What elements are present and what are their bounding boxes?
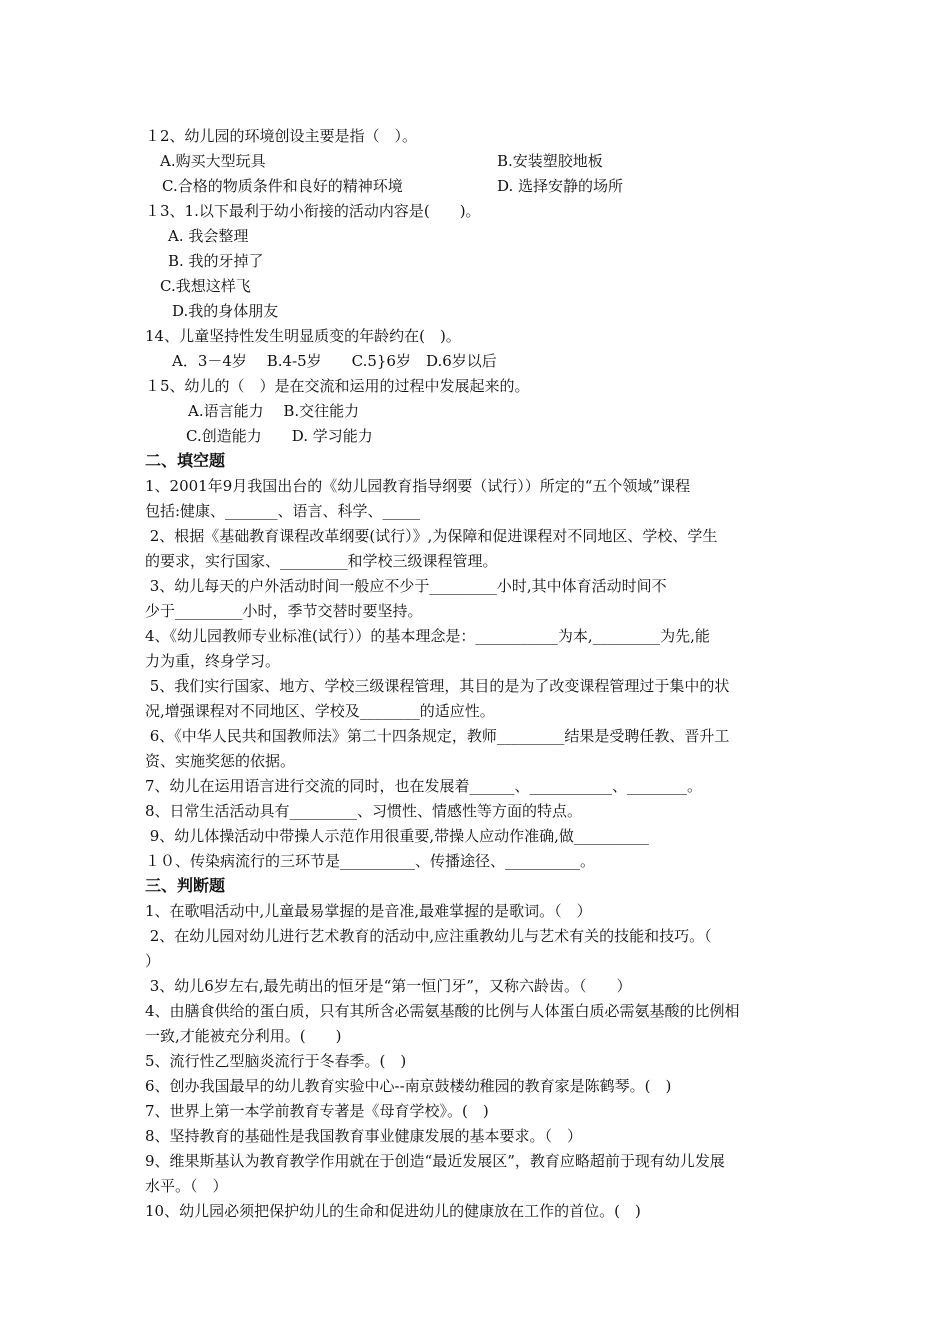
fill-line: 2、根据《基础教育课程改革纲要(试行）》,为保障和促进课程对不同地区、学校、学生 <box>145 527 718 545</box>
fill-line: 况,增强课程对不同地区、学校及________的适应性。 <box>145 702 495 720</box>
question-15-stem: １5、幼儿的（ ）是在交流和运用的过程中发展起来的。 <box>145 377 530 395</box>
question-13-option-b: B. 我的牙掉了 <box>168 252 264 270</box>
question-12-stem: １2、幼儿园的环境创设主要是指（ ）。 <box>145 127 418 145</box>
fill-line: 4、《幼儿园教师专业标准(试行））的基本理念是：___________为本,_________为先,能 <box>145 627 710 645</box>
question-13-option-a: A. 我会整理 <box>168 227 249 245</box>
question-13-option-c: C.我想这样飞 <box>160 277 251 295</box>
section-true-false-title: 三、判断题 <box>145 876 226 895</box>
judge-line: ） <box>145 952 161 970</box>
judge-line: 9、维果斯基认为教育教学作用就在于创造“最近发展区”，教育应略超前于现有幼儿发展 <box>145 1152 725 1170</box>
fill-line: 资、实施奖惩的依据。 <box>145 752 296 770</box>
question-14-options: A．3－4岁 B.4-5岁 C.5}6岁 D.6岁以后 <box>172 352 497 370</box>
question-15-options-ab: A.语言能力 B.交往能力 <box>188 402 360 420</box>
judge-line: 4、由膳食供给的蛋白质，只有其所含必需氨基酸的比例与人体蛋白质必需氨基酸的比例相 <box>145 1002 740 1020</box>
fill-line: 包括:健康、_______、语言、科学、_____ <box>145 502 421 520</box>
question-13-option-d: D.我的身体朋友 <box>172 302 279 320</box>
judge-line: 一致,才能被充分利用。( ) <box>145 1027 342 1045</box>
fill-line: １０、传染病流行的三环节是__________、传播途径、__________。 <box>145 852 596 870</box>
judge-line: 7、世界上第一本学前教育专著是《母育学校》。( ) <box>145 1102 489 1120</box>
question-12-option-b: B.安装塑胶地板 <box>497 152 603 170</box>
fill-line: 5、我们实行国家、地方、学校三级课程管理，其目的是为了改变课程管理过于集中的状 <box>145 677 730 695</box>
judge-line: 1、在歌唱活动中,儿童最易掌握的是音准,最难掌握的是歌词。（ ） <box>145 902 592 920</box>
judge-line: 5、流行性乙型脑炎流行于冬春季。( ) <box>145 1052 407 1070</box>
question-12-option-a: A.购买大型玩具 <box>160 152 266 170</box>
question-14-stem: 14、儿童坚持性发生明显质变的年龄约在( )。 <box>145 327 461 345</box>
fill-line: 的要求，实行国家、_________和学校三级课程管理。 <box>145 552 498 570</box>
judge-line: 3、幼儿6岁左右,最先萌出的恒牙是“第一恒门牙”，又称六龄齿。（ ） <box>145 977 632 995</box>
judge-line: 8、坚持教育的基础性是我国教育事业健康发展的基本要求。（ ） <box>145 1127 583 1145</box>
fill-line: 7、幼儿在运用语言进行交流的同时，也在发展着______、___________、________。 <box>145 777 703 795</box>
fill-line: 6、《中华人民共和国教师法》第二十四条规定，教师_________结果是受聘任教、晋升工 <box>145 727 730 745</box>
question-12-option-c: C.合格的物质条件和良好的精神环境 <box>162 177 403 195</box>
judge-line: 10、幼儿园必须把保护幼儿的生命和促进幼儿的健康放在工作的首位。( ) <box>145 1202 641 1220</box>
fill-line: 8、日常生活活动具有_________、习惯性、情感性等方面的特点。 <box>145 802 583 820</box>
judge-line: 水平。（ ） <box>145 1177 228 1195</box>
question-13-stem: １3、1.以下最利于幼小衔接的活动内容是( )。 <box>145 202 481 220</box>
section-fill-in-title: 二、填空题 <box>145 451 226 470</box>
fill-line: 9、幼儿体操活动中带操人示范作用很重要,带操人应动作准确,做__________ <box>145 827 649 845</box>
fill-line: 少于_________小时，季节交替时要坚持。 <box>145 602 423 620</box>
fill-line: 1、2001年9月我国出台的《幼儿园教育指导纲要（试行））所定的“五个领域”课程 <box>145 477 691 495</box>
fill-line: 3、幼儿每天的户外活动时间一般应不少于_________小时,其中体育活动时间不 <box>145 577 667 595</box>
judge-line: 6、创办我国最早的幼儿教育实验中心--南京鼓楼幼稚园的教育家是陈鹤琴。( ) <box>145 1077 672 1095</box>
fill-line: 力为重，终身学习。 <box>145 652 281 670</box>
judge-line: 2、在幼儿园对幼儿进行艺术教育的活动中,应注重教幼儿与艺术有关的技能和技巧。（ <box>145 927 712 945</box>
question-15-options-cd: C.创造能力 D. 学习能力 <box>186 427 373 445</box>
question-12-option-d: D. 选择安静的场所 <box>497 177 624 195</box>
